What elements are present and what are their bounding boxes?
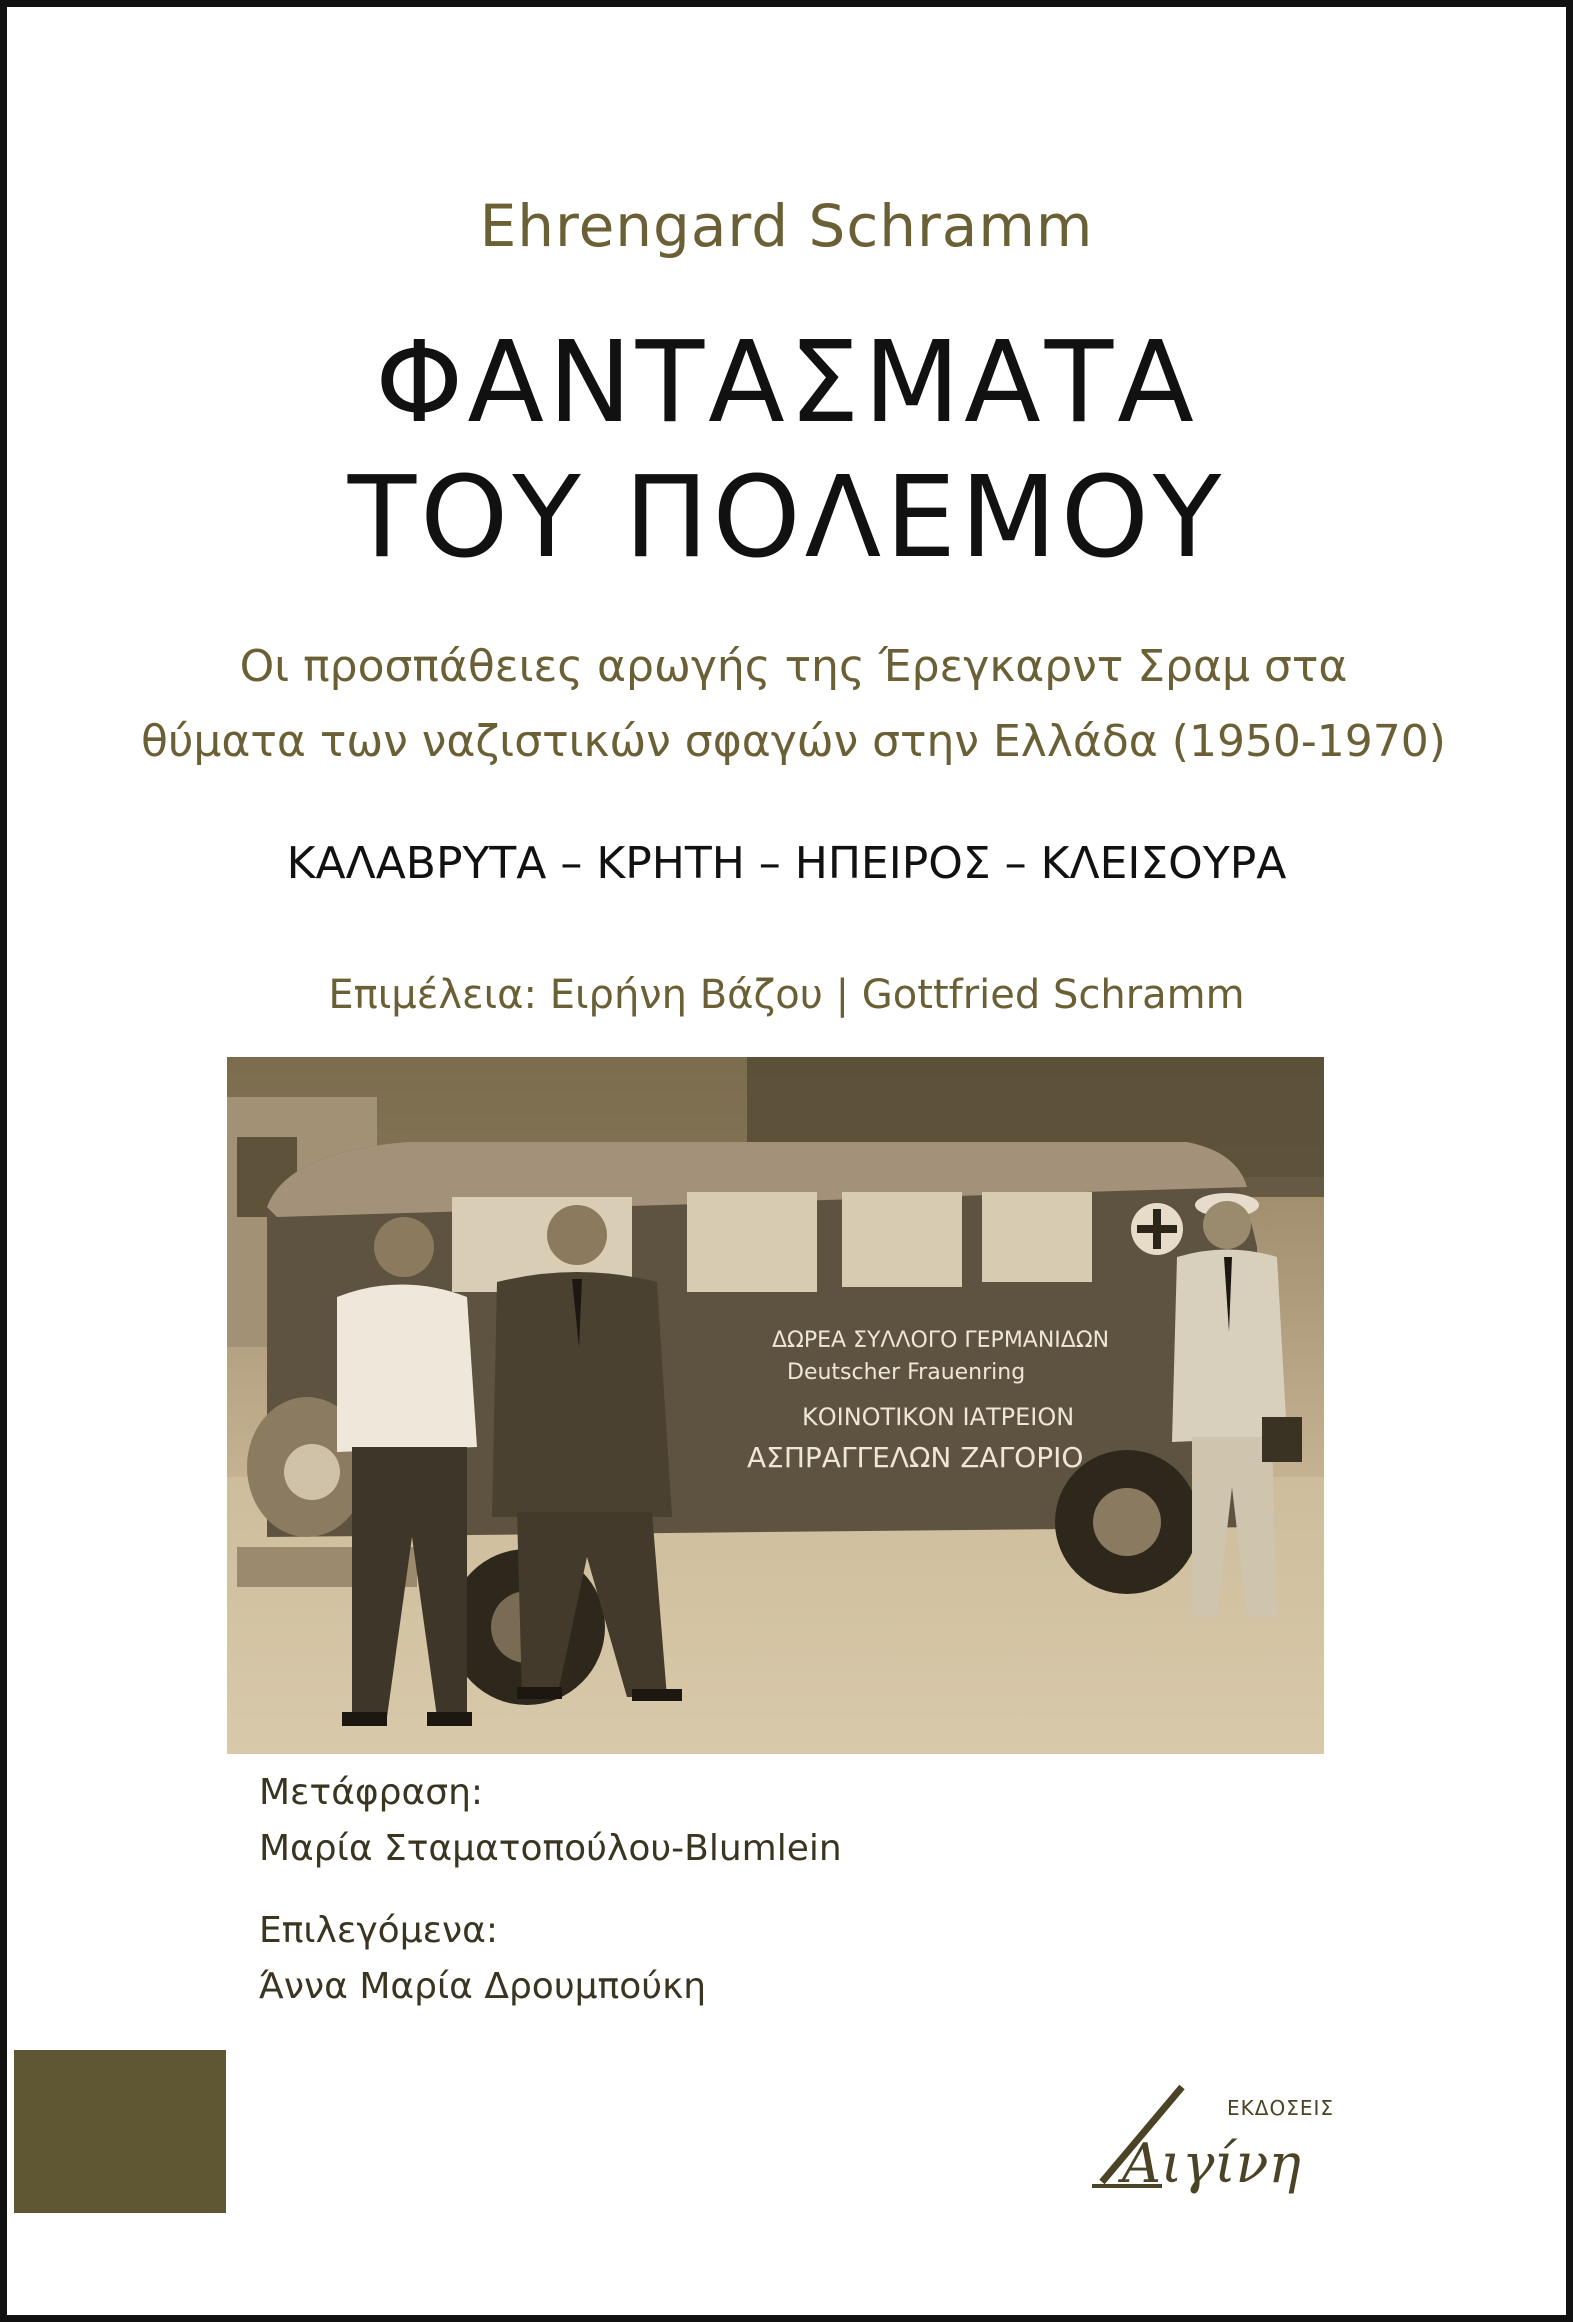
author-name: Ehrengard Schramm	[479, 192, 1094, 260]
subtitle-line-1: Οι προσπάθειες αρωγής της Έρεγκαρντ Σραμ στα	[239, 641, 1348, 692]
publisher-logo	[1092, 2082, 1352, 2195]
cover-photo	[227, 1057, 1324, 1754]
subtitle-line-2: θύματα των ναζιστικών σφαγών στην Ελλάδα (1950-1970)	[141, 716, 1446, 767]
translation-label: Μετάφραση:	[259, 1772, 484, 1813]
van-text-2: Deutscher Frauenring	[787, 1360, 1026, 1385]
publisher-small-label: ΕΚΔΟΣΕΙΣ	[1227, 2096, 1334, 2120]
van-text-4: ΑΣΠΡΑΓΓΕΛΩΝ ΖΑΓΟΡΙΟ	[747, 1441, 1084, 1474]
publisher-name: Αιγίνη	[1122, 2132, 1301, 2195]
title-line-2: ΤΟΥ ΠΟΛΕΜΟΥ	[347, 453, 1226, 583]
editors-line: Επιμέλεια: Ειρήνη Βάζου | Gottfried Schramm	[328, 972, 1245, 1018]
translator-name: Μαρία Σταματοπούλου-Blumlein	[259, 1828, 842, 1869]
van-text-1: ΔΩΡΕΑ ΣΥΛΛΟΓΟ ΓΕΡΜΑΝΙΔΩΝ	[772, 1328, 1110, 1353]
afterword-label: Επιλεγόμενα:	[259, 1910, 499, 1951]
title-line-1: ΦΑΝΤΑΣΜΑΤΑ	[375, 318, 1198, 448]
color-swatch	[14, 2050, 226, 2213]
van-text-3: ΚΟΙΝΟΤΙΚΟΝ ΙΑΤΡΕΙΟΝ	[802, 1403, 1075, 1431]
places-line: ΚΑΛΑΒΡΥΤΑ – ΚΡΗΤΗ – ΗΠΕΙΡΟΣ – ΚΛΕΙΣΟΥΡΑ	[286, 838, 1287, 889]
afterword-author: Άννα Μαρία Δρουμπούκη	[259, 1966, 707, 2007]
photo-van-with-men	[227, 1057, 1324, 1754]
